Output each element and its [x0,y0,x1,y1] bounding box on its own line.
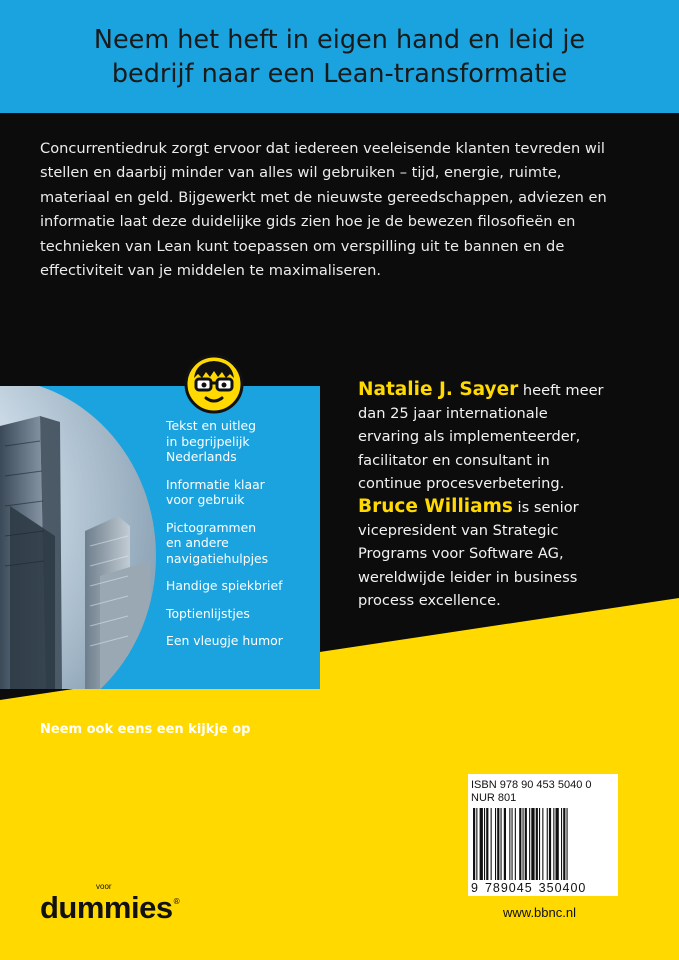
logo-wordmark: dummies [40,890,173,925]
barcode-bar [509,808,510,880]
feature-text: Nederlands [166,449,237,464]
barcode-digit-group: 9 [471,881,479,895]
barcode-bar [525,808,527,880]
website-callout [40,718,250,764]
dummies-logo [40,873,181,943]
barcode-icon [471,808,615,880]
nur-code: NUR 801 [471,792,517,804]
header-line-2: bedrijf naar een Lean-transformatie [111,58,568,89]
website-callout-text: Neem ook eens een kijkje op [40,722,251,737]
barcode-bar [567,808,568,880]
author-bio-text: facilitator en consultant in [358,451,550,469]
feature-text: Toptienlijstjes [166,605,250,621]
barcode-bar [515,808,516,880]
author-bio-text: wereldwijde leider in business [358,568,578,586]
barcode-bar [556,808,559,880]
feature-text: Tekst en uitleg [166,418,257,433]
barcode-bar [531,808,534,880]
dummies-mascot-icon [184,354,244,414]
author-bio-text: heeft meer [518,382,604,399]
blurb-line: informatie laat deze duidelijke gids zien hoe je de bewezen filosofieën en [40,213,576,231]
barcode-bar [473,808,475,880]
barcode-bar [529,808,530,880]
author-bio-text: dan 25 jaar internationale [358,405,548,423]
feature-text: Pictogrammen [166,519,257,535]
barcode-bar [504,808,506,880]
blurb-line: materiaal en geld. Bijgewerkt met de nieuwste gereedschappen, adviezen en [40,188,607,206]
author-bio-text: ervaring als implementeerder, [358,428,581,446]
blurb-line: Concurrentiedruk zorgt ervoor dat iedereen veeleisende klanten tevreden wil [40,140,605,157]
feature-item [166,520,316,567]
barcode-bar [512,808,513,880]
feature-list [166,418,316,661]
registered-mark: ® [172,897,181,906]
barcode-bar [547,808,548,880]
logo-voor: voor [96,882,112,891]
barcode-bar [476,808,477,880]
header-band [0,0,679,113]
feature-text: navigatiehulpjes [166,550,269,566]
barcode-bar [480,808,483,880]
feature-text: in begrijpelijk [166,433,250,449]
barcode-digit-group: 350400 [538,881,587,895]
barcode-bar [486,808,488,880]
barcode-bar [491,808,492,880]
feature-item [166,578,316,594]
feature-text: en andere [166,535,229,550]
barcode-bar [561,808,562,880]
barcode-bar [484,808,485,880]
feature-item [166,606,316,622]
barcode-digit-group: 789045 [484,881,533,895]
feature-item [166,633,316,649]
back-cover-blurb [40,137,650,283]
barcode-bar [542,808,543,880]
author-bio-text: Programs voor Software AG, [358,545,564,563]
barcode-bar [501,808,502,880]
publisher-website[interactable]: www.bbnc.nl [503,905,576,920]
feature-text: voor gebruik [166,492,245,507]
author-bio-text: is senior [512,499,579,517]
author-bio-text: process excellence. [358,591,501,609]
author-name: Bruce Williams [358,496,513,518]
blurb-line: technieken van Lean kunt toepassen om verspilling uit te bannen en de [40,237,565,255]
barcode-bar [549,808,551,880]
website-link[interactable]: www.dummies.nl [40,745,166,760]
feature-text: Handige spiekbrief [166,578,283,593]
barcode-bar [497,808,499,880]
feature-text: Een vleugje humor [166,633,283,648]
barcode-box [468,774,618,896]
barcode-bar [539,808,540,880]
author-bio-text: continue procesverbetering. [358,474,565,492]
author-bio-text: vicepresident van Strategic [358,522,559,540]
barcode-bar [519,808,521,880]
blurb-line: effectiviteit van je middelen te maximaliseren. [40,262,382,280]
feature-item [166,477,316,508]
author-name: Natalie J. Sayer [358,379,519,400]
isbn-number: ISBN 978 90 453 5040 0 [471,779,592,791]
author-bio-2 [358,495,658,519]
blurb-line: stellen en daarbij minder van alles wil gebruiken – tijd, energie, ruimte, [40,164,562,182]
barcode-bar [553,808,554,880]
barcode-digits [471,881,615,895]
author-bios [358,378,658,612]
barcode-bar [536,808,538,880]
header-line-1: Neem het heft in eigen hand en leid je [93,24,586,55]
barcode-bar [495,808,496,880]
barcode-bar [523,808,524,880]
feature-text: Informatie klaar [166,476,265,492]
barcode-bar [563,808,565,880]
feature-item [166,418,316,465]
author-bio-1 [358,378,658,402]
